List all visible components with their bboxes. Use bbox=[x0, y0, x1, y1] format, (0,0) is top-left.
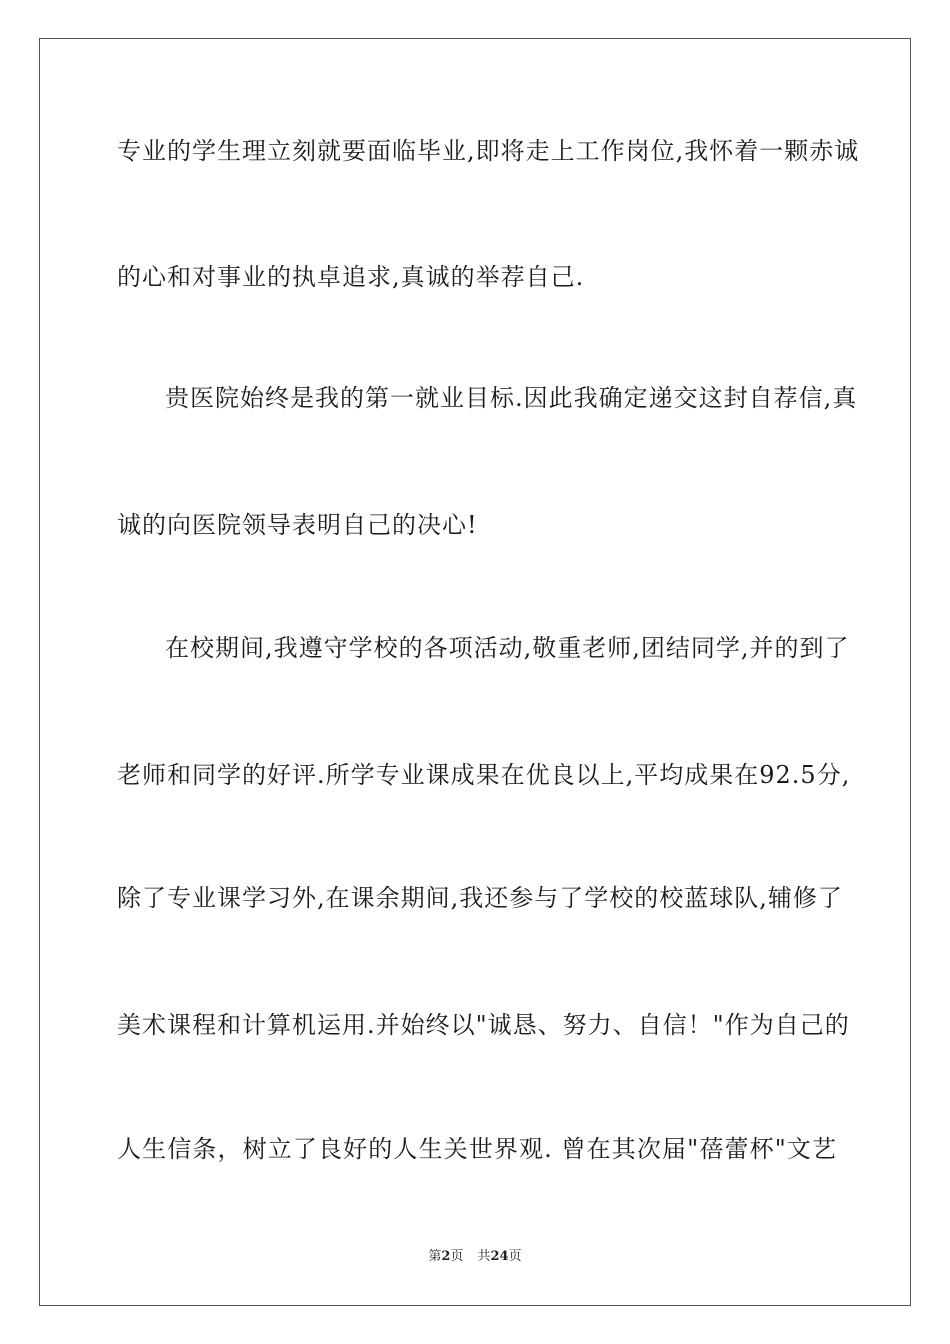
body-line-2: 的心和对事业的执卓追求,真诚的举荐自己. bbox=[117, 263, 585, 291]
body-line-4: 诚的向医院领导表明自己的决心! bbox=[117, 511, 478, 539]
page-footer bbox=[0, 1248, 950, 1266]
total-pages: 24 bbox=[490, 1249, 509, 1264]
body-line-9: 人生信条，树立了良好的人生关世界观. 曾在其次届"蓓蕾杯"文艺 bbox=[117, 1135, 837, 1163]
body-line-3: 贵医院始终是我的第一就业目标.因此我确定递交这封自荐信,真 bbox=[165, 384, 858, 412]
body-line-7: 除了专业课学习外,在课余期间,我还参与了学校的校蓝球队,辅修了 bbox=[117, 884, 843, 912]
body-line-6: 老师和同学的好评.所学专业课成果在优良以上,平均成果在92.5分, bbox=[117, 761, 851, 789]
page-suffix: 页 bbox=[450, 1249, 464, 1264]
body-line-1: 专业的学生理立刻就要面临毕业,即将走上工作岗位,我怀着一颗赤诚 bbox=[117, 137, 860, 165]
body-line-8: 美术课程和计算机运用.并始终以"诚恳、努力、自信！"作为自己的 bbox=[117, 1011, 850, 1039]
total-suffix: 页 bbox=[508, 1249, 522, 1264]
body-line-5: 在校期间,我遵守学校的各项活动,敬重老师,团结同学,并的到了 bbox=[165, 634, 850, 662]
page-border bbox=[39, 38, 911, 1306]
total-prefix: 共 bbox=[477, 1249, 491, 1264]
page-prefix: 第 bbox=[428, 1249, 442, 1264]
page-number: 2 bbox=[441, 1249, 451, 1264]
